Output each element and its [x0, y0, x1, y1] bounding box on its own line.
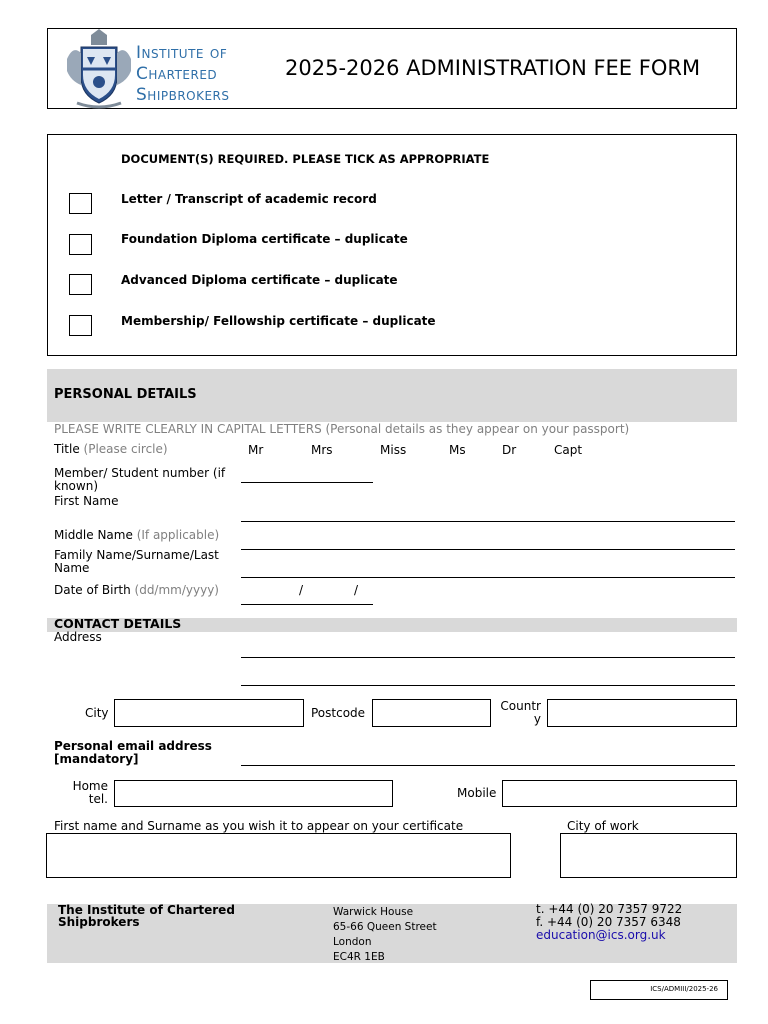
address-field-line-2[interactable] [241, 685, 735, 686]
email-field[interactable] [241, 765, 735, 766]
title-option-dr[interactable]: Dr [502, 443, 517, 457]
home-tel-label-line-1: Home [72, 779, 108, 793]
document-item-transcript: Letter / Transcript of academic record [121, 192, 377, 206]
footer-address-line-4: EC4R 1EB [333, 951, 385, 963]
dob-label-text: Date of Birth [54, 583, 131, 597]
country-label [499, 700, 541, 726]
footer-contact [536, 903, 682, 942]
dob-separator-1: / [299, 583, 304, 597]
footer-email-link[interactable]: education@ics.org.uk [536, 928, 666, 942]
middle-name-label [54, 529, 219, 542]
checkbox-membership-certificate[interactable] [69, 315, 92, 336]
city-label: City [85, 706, 109, 720]
logo-text [136, 43, 230, 106]
title-option-ms[interactable]: Ms [449, 443, 466, 457]
footer-tel: t. +44 (0) 20 7357 9722 [536, 902, 683, 916]
title-label-text: Title [54, 442, 80, 456]
contact-details-heading: CONTACT DETAILS [54, 616, 182, 631]
home-tel-label-line-2: tel. [88, 792, 108, 806]
document-item-advanced-diploma: Advanced Diploma certificate – duplicate [121, 273, 398, 287]
family-name-label: Family Name/Surname/Last Name [54, 548, 219, 575]
mobile-label: Mobile [457, 786, 497, 800]
form-title: 2025-2026 ADMINISTRATION FEE FORM [285, 56, 701, 80]
country-label-line-1: Countr [500, 699, 541, 713]
title-option-capt[interactable]: Capt [554, 443, 583, 457]
checkbox-transcript[interactable] [69, 193, 92, 214]
footer-address [333, 905, 437, 965]
documents-heading: DOCUMENT(S) REQUIRED. PLEASE TICK AS APPROPRIATE [121, 152, 490, 166]
logo-line-1: Institute of [136, 43, 228, 63]
city-of-work-label: City of work [567, 819, 639, 833]
home-tel-label [58, 780, 108, 806]
dob-label [54, 584, 219, 597]
logo-line-2: Chartered [136, 64, 218, 84]
mobile-input[interactable] [502, 780, 737, 807]
country-label-line-2: y [533, 712, 541, 726]
postcode-label: Postcode [311, 706, 366, 720]
checkbox-foundation-diploma[interactable] [69, 234, 92, 255]
dob-field[interactable] [241, 604, 373, 605]
dob-separator-2: / [354, 583, 359, 597]
title-label [54, 443, 168, 456]
personal-instruction: PLEASE WRITE CLEARLY IN CAPITAL LETTERS (Personal details as they appear on your passport) [54, 422, 630, 436]
middle-name-field[interactable] [241, 549, 735, 550]
certificate-name-input[interactable] [46, 833, 511, 878]
crest-icon [59, 29, 139, 109]
document-item-foundation-diploma: Foundation Diploma certificate – duplicate [121, 232, 408, 246]
postcode-input[interactable] [372, 699, 491, 727]
title-option-mrs[interactable]: Mrs [311, 443, 333, 457]
middle-name-label-text: Middle Name [54, 528, 133, 542]
footer-address-line-2: 65-66 Queen Street [333, 921, 437, 933]
country-input[interactable] [547, 699, 737, 727]
member-number-field[interactable] [241, 482, 373, 483]
personal-details-heading: PERSONAL DETAILS [54, 387, 197, 402]
first-name-field[interactable] [241, 521, 735, 522]
email-label: Personal email address [mandatory] [54, 739, 212, 766]
member-number-label: Member/ Student number (if known) [54, 466, 226, 493]
checkbox-advanced-diploma[interactable] [69, 274, 92, 295]
certificate-name-label: First name and Surname as you wish it to appear on your certificate [54, 819, 464, 833]
home-tel-input[interactable] [114, 780, 393, 807]
form-reference: ICS/ADMIII/2025-26 [650, 985, 718, 993]
family-name-field[interactable] [241, 577, 735, 578]
title-option-miss[interactable]: Miss [380, 443, 407, 457]
document-item-membership-certificate: Membership/ Fellowship certificate – duplicate [121, 314, 436, 328]
city-of-work-input[interactable] [560, 833, 737, 878]
logo-area [55, 29, 240, 107]
logo-line-3: Shipbrokers [136, 85, 230, 105]
title-hint: (Please circle) [83, 442, 168, 456]
footer-org-name: The Institute of Chartered Shipbrokers [58, 903, 235, 929]
footer-address-line-3: London [333, 936, 372, 948]
title-option-mr[interactable]: Mr [248, 443, 264, 457]
middle-name-hint: (If applicable) [136, 528, 220, 542]
dob-hint: (dd/mm/yyyy) [134, 583, 219, 597]
footer-fax: f. +44 (0) 20 7357 6348 [536, 915, 681, 929]
footer-address-line-1: Warwick House [333, 906, 414, 918]
address-field-line-1[interactable] [241, 657, 735, 658]
city-input[interactable] [114, 699, 304, 727]
address-label: Address [54, 630, 102, 644]
first-name-label: First Name [54, 494, 119, 508]
